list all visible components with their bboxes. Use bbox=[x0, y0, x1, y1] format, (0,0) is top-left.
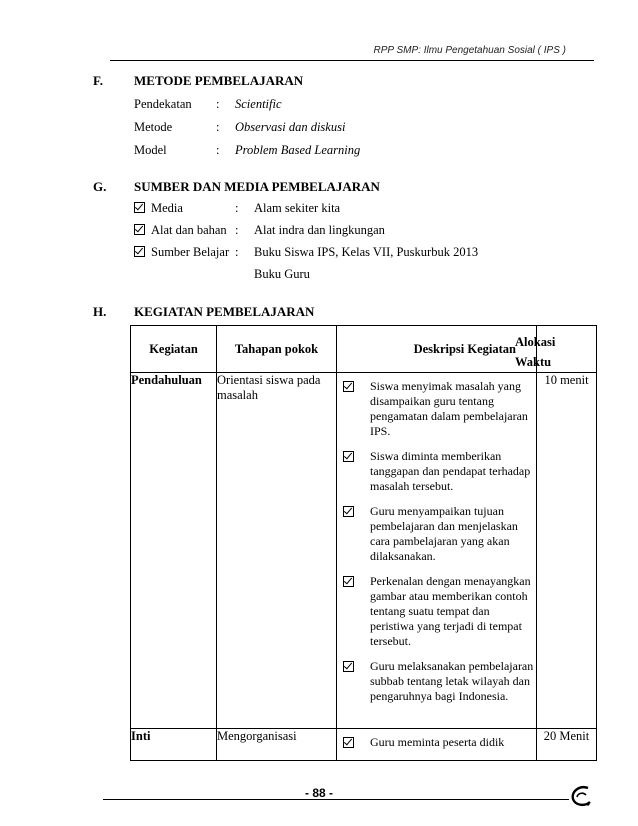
section-g-letter: G. bbox=[93, 179, 107, 194]
source-value: Alat indra dan lingkungan bbox=[254, 223, 385, 237]
source-value: Alam sekiter kita bbox=[254, 201, 341, 215]
method-key: Model bbox=[134, 143, 167, 157]
section-f-title: METODE PEMBELAJARAN bbox=[134, 73, 304, 88]
publisher-logo-icon bbox=[568, 783, 594, 809]
row-deskripsi bbox=[337, 729, 537, 761]
footer-rule bbox=[103, 799, 569, 800]
section-h-letter: H. bbox=[93, 304, 107, 319]
table-row bbox=[131, 373, 597, 729]
row-tahapan: Orientasi siswa pada masalah bbox=[217, 373, 337, 729]
list-item-text: Siswa menyimak masalah yang disampaikan guru tentang pengamatan dalam pembelajaran IPS. bbox=[370, 379, 528, 438]
page-number: - 88 - bbox=[304, 786, 333, 800]
method-value: Observasi dan diskusi bbox=[235, 120, 346, 134]
source-colon: : bbox=[235, 201, 239, 215]
checkbox-checked-icon bbox=[134, 202, 145, 213]
list-item bbox=[337, 659, 536, 704]
source-colon: : bbox=[235, 245, 239, 259]
source-row-sumber bbox=[134, 245, 229, 260]
row-waktu: 20 Menit bbox=[537, 729, 597, 761]
method-value: Problem Based Learning bbox=[235, 143, 361, 157]
method-value: Scientific bbox=[235, 97, 282, 111]
source-row-media bbox=[134, 201, 183, 216]
row-tahapan: Mengorganisasi bbox=[217, 729, 337, 761]
row-kegiatan: Pendahuluan bbox=[131, 373, 217, 729]
col-header-tahapan: Tahapan pokok bbox=[217, 326, 337, 373]
checkbox-checked-icon bbox=[343, 381, 354, 392]
list-item-text: Perkenalan dengan menayangkan gambar atau memberikan contoh tentang suatu tempat dan peristiwa yang terjadi di tempat tersebut. bbox=[370, 574, 531, 648]
source-key: Media bbox=[151, 201, 183, 215]
list-item-text: Guru meminta peserta didik bbox=[370, 735, 505, 749]
list-item bbox=[337, 574, 536, 649]
list-item bbox=[337, 504, 536, 564]
checkbox-checked-icon bbox=[343, 506, 354, 517]
list-item-text: Guru melaksanakan pembelajaran subbab tentang letak wilayah dan pengaruhnya bagi Indonesia. bbox=[370, 659, 534, 703]
checkbox-checked-icon bbox=[134, 246, 145, 257]
col-header-deskripsi bbox=[337, 326, 537, 373]
header-rule bbox=[110, 60, 594, 61]
source-key: Sumber Belajar bbox=[151, 245, 230, 259]
list-item bbox=[337, 449, 536, 494]
source-colon: : bbox=[235, 223, 239, 237]
col-header-alokasi bbox=[515, 326, 597, 373]
method-colon: : bbox=[216, 120, 220, 134]
checkbox-checked-icon bbox=[343, 737, 354, 748]
method-colon: : bbox=[216, 143, 220, 157]
list-item bbox=[337, 379, 536, 439]
waktu-label: Waktu bbox=[515, 355, 552, 369]
row-kegiatan: Inti bbox=[131, 729, 217, 761]
source-value-extra: Buku Guru bbox=[254, 267, 310, 281]
method-colon: : bbox=[216, 97, 220, 111]
section-g-title: SUMBER DAN MEDIA PEMBELAJARAN bbox=[134, 179, 380, 194]
running-header: RPP SMP: Ilmu Pengetahuan Sosial ( IPS ) bbox=[373, 45, 566, 56]
section-f-letter: F. bbox=[93, 73, 103, 88]
source-row-alat bbox=[134, 223, 227, 238]
col-header-kegiatan: Kegiatan bbox=[131, 326, 217, 373]
table-header-row bbox=[131, 326, 597, 373]
method-key: Pendekatan bbox=[134, 97, 192, 111]
kegiatan-table bbox=[130, 325, 597, 761]
list-item-text: Guru menyampaikan tujuan pembelajaran dan menjelaskan cara pambelajaran yang akan dilaksanakan. bbox=[370, 504, 518, 563]
checkbox-checked-icon bbox=[343, 661, 354, 672]
checkbox-checked-icon bbox=[343, 576, 354, 587]
table-row bbox=[131, 729, 597, 761]
source-key: Alat dan bahan bbox=[151, 223, 227, 237]
checkbox-checked-icon bbox=[343, 451, 354, 462]
alokasi-label: Alokasi bbox=[515, 335, 556, 349]
source-value: Buku Siswa IPS, Kelas VII, Puskurbuk 2013 bbox=[254, 245, 479, 259]
list-item-text: Siswa diminta memberikan tanggapan dan pendapat terhadap masalah tersebut. bbox=[370, 449, 531, 493]
section-h-title: KEGIATAN PEMBELAJARAN bbox=[134, 304, 315, 319]
method-key: Metode bbox=[134, 120, 173, 134]
checkbox-checked-icon bbox=[134, 224, 145, 235]
row-deskripsi bbox=[337, 373, 537, 729]
row-waktu: 10 menit bbox=[537, 373, 597, 729]
col-header-deskripsi-label: Deskripsi Kegiatan bbox=[413, 341, 516, 356]
list-item bbox=[337, 735, 536, 750]
